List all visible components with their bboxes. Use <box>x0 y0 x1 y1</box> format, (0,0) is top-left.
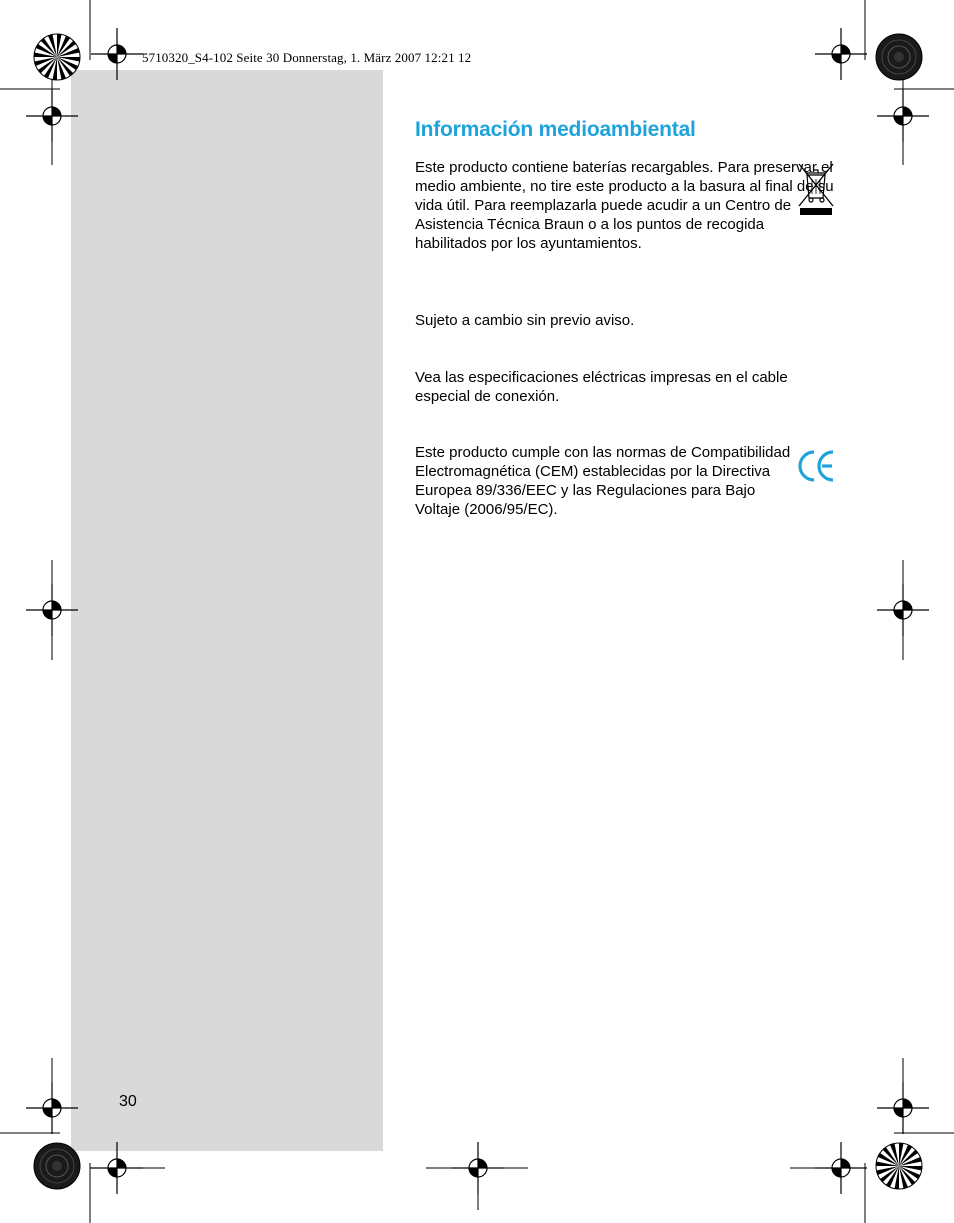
color-calibration-wheel-icon <box>875 1142 923 1190</box>
color-calibration-wheel-icon <box>33 33 81 81</box>
paragraph-notice: Sujeto a cambio sin previo aviso. <box>415 312 635 329</box>
paragraph-batteries: Este producto contiene baterías recargables. Para preservar el medio ambiente, no tire este producto a la basura al final de su vida útil. Para reemplazarla puede acudir a un Centro de Asistencia Técnica Braun o a los puntos de recogida habilitados por los ayuntamientos. <box>415 159 834 252</box>
page-number: 30 <box>119 1093 137 1110</box>
paragraph-compliance: Este producto cumple con las normas de Compatibilidad Electromagnética (CEM) establecidas por la Directiva Europea 89/336/EEC y las Regulaciones para Bajo Voltaje (2006/95/EC). <box>415 444 791 518</box>
color-calibration-wheel-icon <box>875 33 923 81</box>
section-title: Información medioambiental <box>415 118 696 141</box>
color-calibration-wheel-icon <box>33 1142 81 1190</box>
paragraph-electrical-specs: Vea las especificaciones eléctricas impresas en el cable especial de conexión. <box>415 369 788 405</box>
print-info-header: 5710320_S4-102 Seite 30 Donnerstag, 1. März 2007 12:21 12 <box>142 50 472 65</box>
